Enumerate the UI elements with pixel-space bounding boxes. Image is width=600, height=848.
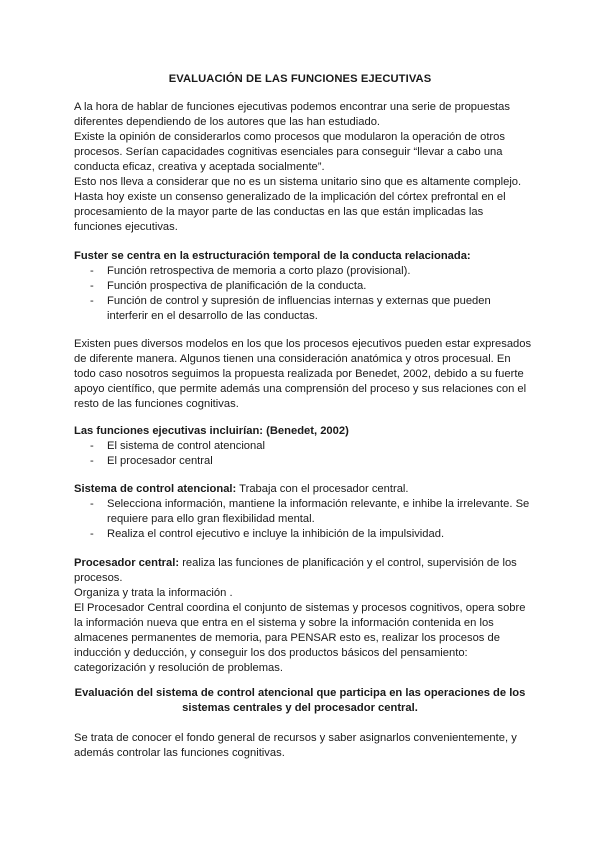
fuster-heading: Fuster se centra en la estructuración temporal de la conducta relacionada: — [74, 250, 471, 262]
central-processor-section — [74, 556, 534, 676]
central-processor-line-3: El Procesador Central coordina el conjunto de sistemas y procesos cognitivos, opera sobre la información nueva que entra en el sistema y sobre la información contenida en los almacenes permanentes de memoria, para PENSAR esto es, realizar los procesos de inducción y deducción, y conseguir los dos productos básicos del pensamiento: categorización y resolución de problemas. — [74, 602, 526, 674]
list-item: - Función prospectiva de planificación de la conducta. — [74, 279, 534, 294]
attention-system-line — [74, 482, 534, 497]
includes-heading: Las funciones ejecutivas incluirían: (Benedet, 2002) — [74, 425, 349, 437]
central-processor-line-2: Organiza y trata la información . — [74, 587, 233, 599]
list-item: - Selecciona información, mantiene la información relevante, e inhibe la irrelevante. Se requiere para ello gran flexibilidad mental. — [74, 497, 534, 527]
document-title: EVALUACIÓN DE LAS FUNCIONES EJECUTIVAS — [168, 73, 432, 85]
attention-system-section — [74, 482, 534, 542]
models-section — [74, 337, 534, 412]
list-item: - Realiza el control ejecutivo e incluye la inhibición de la impulsividad. — [74, 527, 534, 542]
list-item: - Función retrospectiva de memoria a corto plazo (provisional). — [74, 264, 534, 279]
evaluation-heading: Evaluación del sistema de control atencional que participa en las operaciones de los sistemas centrales y del procesador central. — [74, 687, 526, 714]
attention-system-list — [74, 497, 534, 542]
includes-list — [74, 439, 534, 469]
list-item: - El procesador central — [74, 454, 534, 469]
attention-system-label: Sistema de control atencional: — [74, 483, 237, 495]
central-processor-line — [74, 556, 534, 586]
list-item: - Función de control y supresión de influencias internas y externas que pueden interferir en el desarrollo de las conductas. — [74, 294, 534, 324]
intro-paragraph-3: Esto nos lleva a considerar que no es un sistema unitario sino que es altamente complejo. Hasta hoy existe un consenso generalizado de la implicación del córtex prefrontal en el procesamiento de la mayor parte de las conductas en las que están implicadas las funciones ejecutivas. — [74, 176, 522, 233]
evaluation-section — [74, 731, 534, 761]
intro-paragraph-1: A la hora de hablar de funciones ejecutivas podemos encontrar una serie de propuestas diferentes dependiendo de los autores que las han estudiado. — [74, 101, 510, 128]
central-processor-label: Procesador central: — [74, 557, 180, 569]
intro-section — [74, 100, 534, 235]
fuster-list — [74, 264, 534, 324]
list-item: - El sistema de control atencional — [74, 439, 534, 454]
includes-section — [74, 424, 534, 469]
central-processor-text: realiza las funciones de planificación y el control, supervisión de los procesos. — [74, 557, 517, 584]
models-paragraph: Existen pues diversos modelos en los que los procesos ejecutivos pueden estar expresados de diferente manera. Algunos tienen una consideración anatómica y otros procesual. En todo caso nosotros seguimos la propuesta realizada por Benedet, 2002, debido a su fuerte apoyo científico, que permite además una comprensión del proceso y sus relaciones con el resto de las funciones cognitivas. — [74, 338, 532, 410]
intro-paragraph-2: Existe la opinión de considerarlos como procesos que modularon la operación de otros procesos. Serían capacidades cognitivas esenciales para conseguir “llevar a cabo una conducta eficaz, creativa y aceptada socialmente”. — [74, 131, 505, 173]
fuster-section — [74, 249, 534, 324]
evaluation-text: Se trata de conocer el fondo general de recursos y saber asignarlos convenientemente, y además controlar las funciones cognitivas. — [74, 732, 517, 759]
attention-system-text: Trabaja con el procesador central. — [236, 483, 409, 495]
